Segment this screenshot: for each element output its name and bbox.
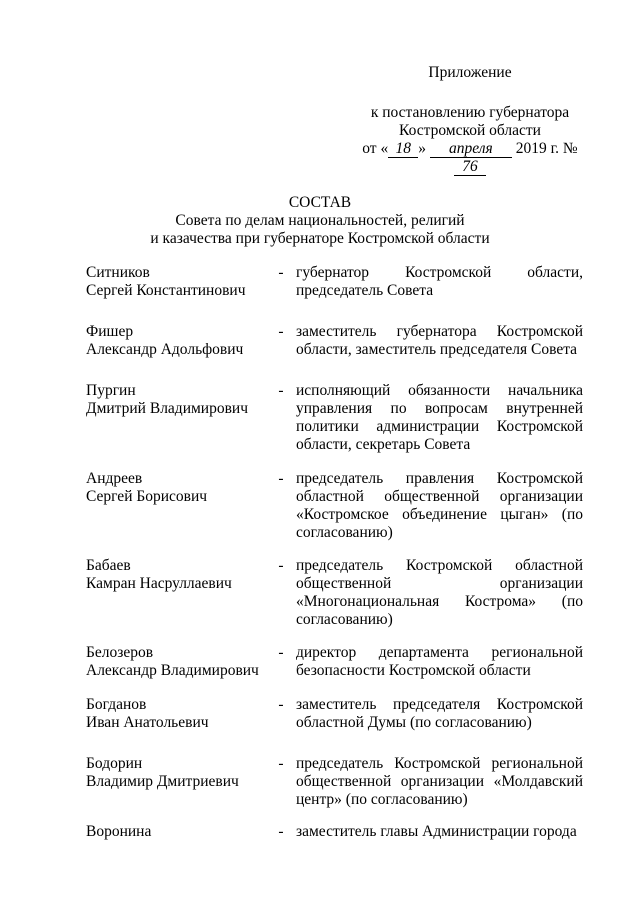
member-dash: - [278,696,284,713]
member-dash: - [278,644,284,661]
member-given-name: Владимир Дмитриевич [86,773,239,790]
member-given-name: Сергей Константинович [86,282,246,299]
member-role: заместитель председателя Костромской областной Думы (по согласованию) [296,696,583,731]
member-surname: Богданов [86,696,147,713]
title-heading: СОСТАВ [288,194,352,211]
member-surname: Воронина [86,823,152,840]
member-dash: - [278,323,284,340]
member-role: исполняющий обязанности начальника управления по вопросам внутренней политики администрации Костромской области, секретарь Совета [296,382,583,453]
member-given-name: Александр Владимирович [86,662,259,679]
appendix-region-line: Костромской области [399,122,541,139]
member-name [86,644,266,680]
member-given-name: Александр Адольфович [86,341,244,358]
member-surname: Фишер [86,323,134,340]
member-dash: - [278,382,284,399]
member-role: директор департамента региональной безопасности Костромской области [296,644,583,679]
member-surname: Андреев [86,470,143,487]
date-day: 18 [388,141,418,158]
date-month: апреля [430,141,512,158]
member-dash: - [278,557,284,574]
member-name [86,557,266,593]
member-name [86,696,266,732]
date-year: 2019 г. № [515,140,578,157]
member-name [86,823,266,841]
member-dash: - [278,264,284,281]
member-surname: Бодорин [86,755,143,772]
member-surname: Пургин [86,382,136,399]
member-given-name: Иван Анатольевич [86,714,209,731]
appendix-block [360,64,580,176]
member-name [86,264,266,300]
title-line-2: и казачества при губернаторе Костромской области [150,230,490,247]
member-given-name: Сергей Борисович [86,488,208,505]
document-title [0,194,640,248]
member-role: губернатор Костромской области, председатель Совета [296,264,583,299]
member-surname: Бабаев [86,557,131,574]
member-given-name: Дмитрий Владимирович [86,400,249,417]
member-name [86,382,266,418]
member-surname: Белозеров [86,644,154,661]
member-role: заместитель главы Администрации города [296,823,577,840]
member-name [86,323,266,359]
member-role: заместитель губернатора Костромской области, заместитель председателя Совета [296,323,583,358]
date-mid: » [418,140,426,157]
member-dash: - [278,470,284,487]
member-role: председатель Костромской региональной общественной организации «Молдавский центр» (по согласованию) [296,755,583,808]
member-role: председатель правления Костромской областной общественной организации «Костромское объединение цыган» (по согласованию) [296,470,583,541]
member-name [86,755,266,791]
member-dash: - [278,823,284,840]
member-surname: Ситников [86,264,150,281]
appendix-decree-line: к постановлению губернатора [370,104,570,121]
title-line-1: Совета по делам национальностей, религий [175,212,465,229]
member-dash: - [278,755,284,772]
date-prefix: от « [362,140,389,157]
member-role: председатель Костромской областной общественной организации «Многонациональная Кострома» (по согласованию) [296,557,583,628]
appendix-heading: Приложение [428,64,512,81]
appendix-date-line [360,140,580,176]
decree-number: 76 [454,159,486,176]
member-given-name: Камран Насруллаевич [86,575,232,592]
member-name [86,470,266,506]
